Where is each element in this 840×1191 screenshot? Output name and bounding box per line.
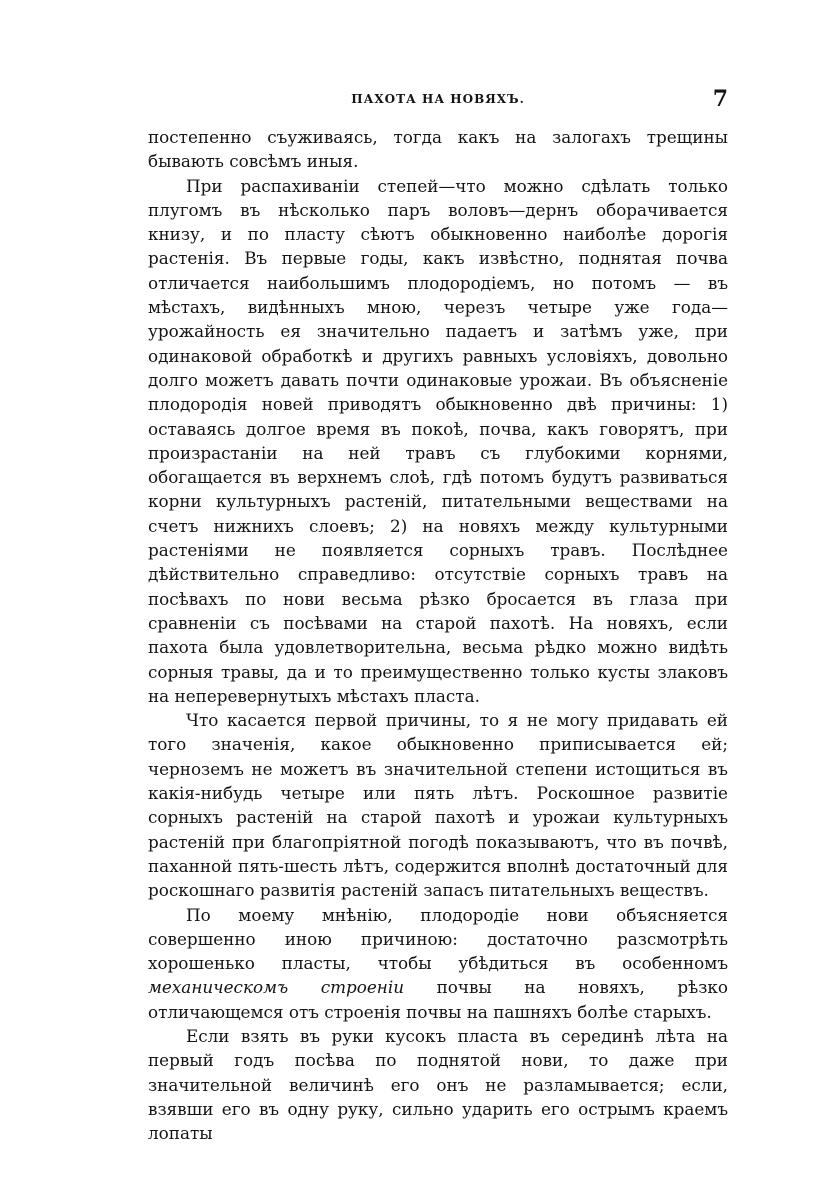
paragraph-mechanical-structure [148,903,728,1024]
paragraph-continuation: постепенно съуживаясь, тогда какъ на залогахъ трещины бывають совсѣмъ иныя. [148,127,728,172]
paragraph-first-cause: Что касается первой причины, то я не могу придавать ей того значенiя, какое обыкновенно приписывается ей; черноземъ не можетъ въ значительной степени истощиться въ какiя-нибудь четыре или пять лѣтъ. Роскошное развитiе сорныхъ растенiй на старой пахотѣ и урожаи культурныхъ растенiй при благопрiятной погодѣ показываютъ, что въ почвѣ, паханной пять-шесть лѣтъ, содержится вполнѣ достаточный для роскошнаго развитiя растенiй запасъ питательныхъ веществъ. [148,710,728,901]
running-head [148,88,728,112]
page-number: 7 [712,86,728,112]
paragraph-sod-piece: Если взять въ руки кусокъ пласта въ серединѣ лѣта на первый годъ посѣва по поднятой нови, то даже при значительной величинѣ его онъ не разламывается; если, взявши его въ одну руку, сильно ударить его острымъ краемъ лопаты [148,1025,728,1144]
paragraph-text-after: почвы на новяхъ, рѣзко отличающемся отъ строенiя почвы на пашняхъ болѣе старыхъ. [148,977,728,1022]
body-text [148,125,728,1145]
paragraph-steppe-plowing: При распахиванiи степей—что можно сдѣлать только плугомъ въ нѣсколько паръ воловъ—дернъ оборачивается книзу, и по пласту сѣютъ обыкновенно наиболѣе дорогiя растенiя. Въ первые годы, какъ извѣстно, поднятая почва отличается наибольшимъ плодородiемъ, но потомъ — въ мѣстахъ, видѣнныхъ мною, черезъ четыре уже года—урожайность ея значительно падаетъ и затѣмъ уже, при одинаковой обработкѣ и другихъ равныхъ условiяхъ, довольно долго можетъ давать почти одинаковые урожаи. Въ объясненiе плодородiя новей приводятъ обыкновенно двѣ причины: 1) оставаясь долгое время въ покоѣ, почва, какъ говорятъ, при произрастанiи на ней травъ съ глубокими корнями, обогащается въ верхнемъ слоѣ, гдѣ потомъ будутъ развиваться корни культурныхъ растенiй, питательными веществами на счетъ нижнихъ слоевъ; 2) на новяхъ между культурными растенiями не появляется сорныхъ травъ. Послѣднее дѣйствительно справедливо: отсутствiе сорныхъ травъ на посѣвахъ по нови весьма рѣзко бросается въ глаза при сравненiи съ посѣвами на старой пахотѣ. На новяхъ, если пахота была удовлетворительна, весьма рѣдко можно видѣть сорныя травы, да и то преимущественно только кусты злаковъ на неперевернутыхъ мѣстахъ пласта. [148,175,728,706]
emphasized-phrase: механическомъ строенiи [148,977,405,998]
paragraph-text-before: По моему мнѣнiю, плодородiе нови объясняется совершенно иною причиною: достаточно разсмотрѣть хорошенько пласты, чтобы убѣдиться въ особенномъ [148,904,728,974]
running-title: ПАХОТА НА НОВЯХЪ. [351,92,525,106]
